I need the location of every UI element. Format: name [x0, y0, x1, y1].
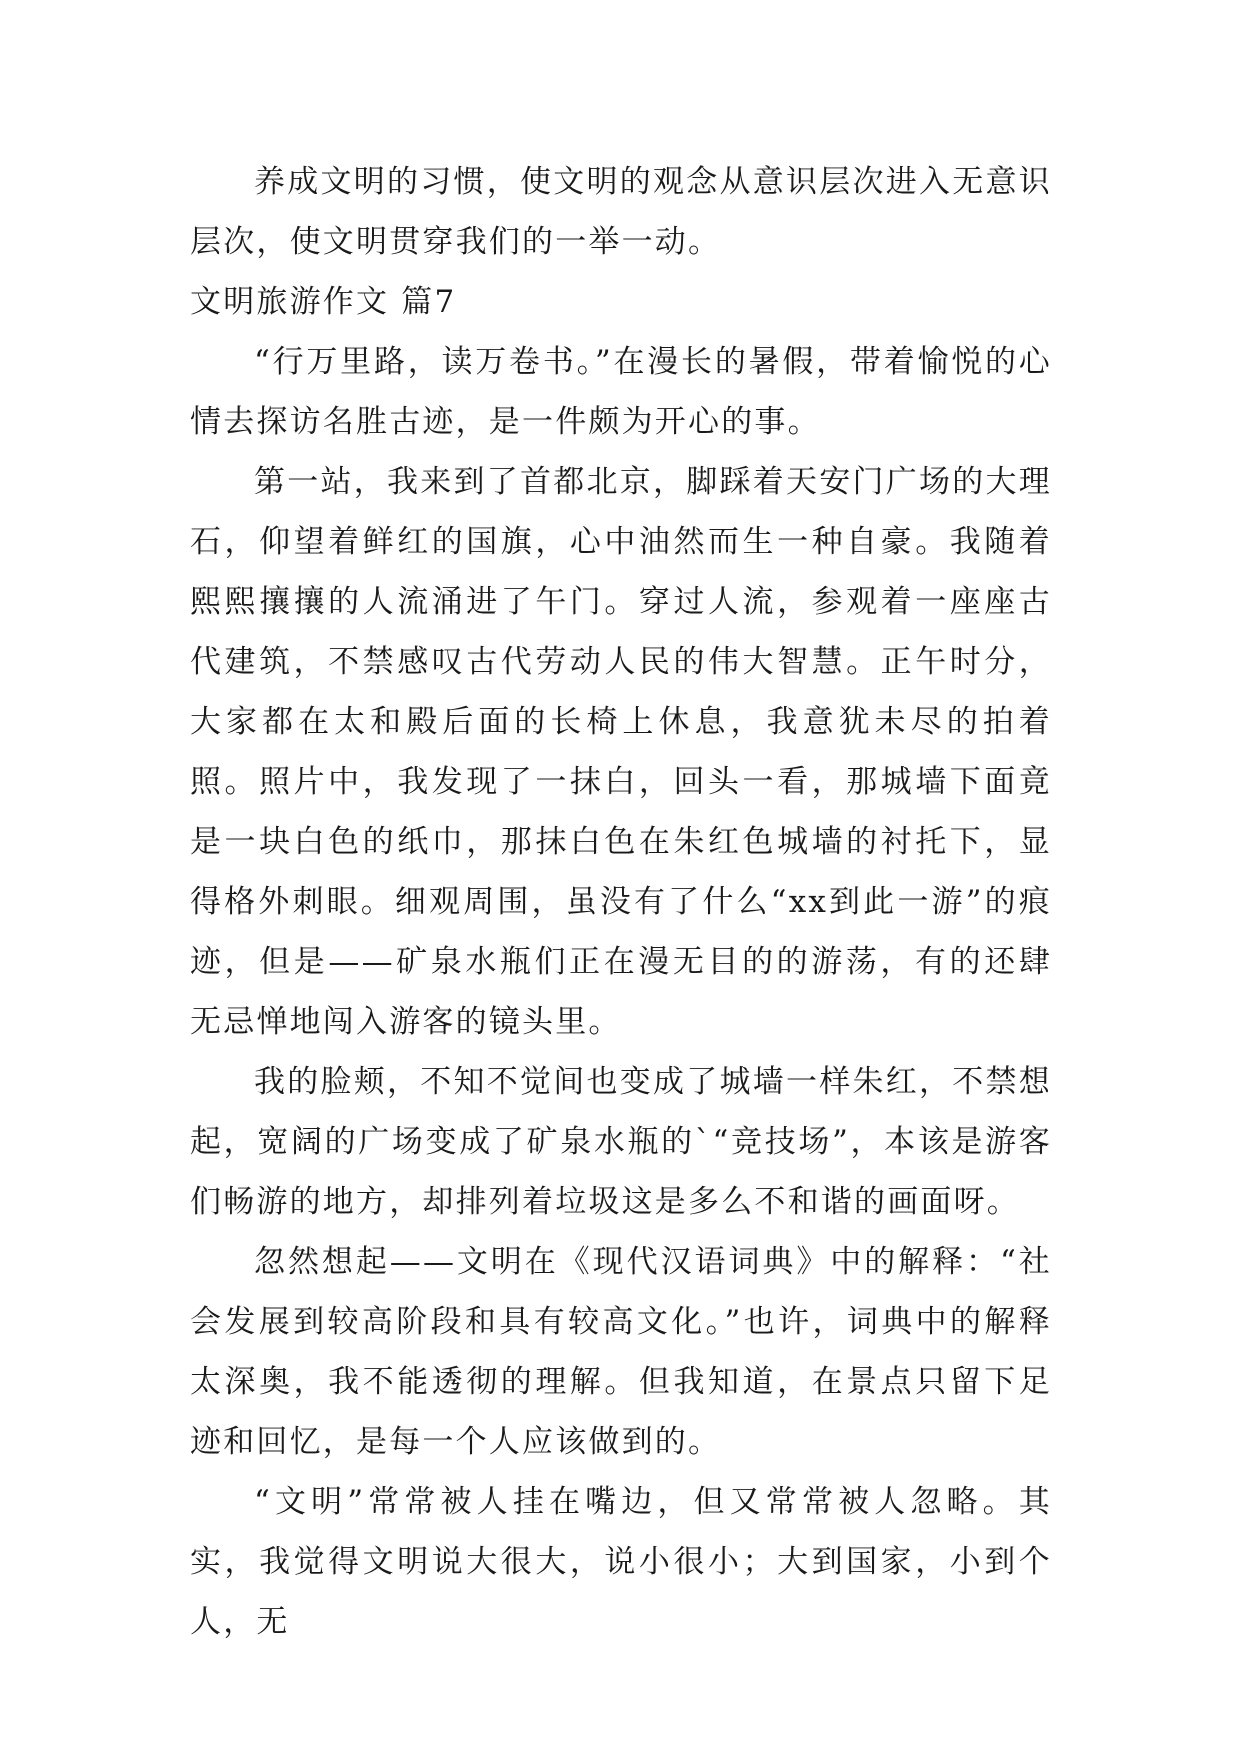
paragraph-quote: “行万里路，读万卷书。”在漫长的暑假，带着愉悦的心情去探访名胜古迹，是一件颇为开心的事。 — [190, 344, 1052, 440]
paragraph-intro: 养成文明的习惯，使文明的观念从意识层次进入无意识层次，使文明贯穿我们的一举一动。 — [190, 164, 1052, 260]
document-body — [190, 152, 1052, 1652]
section-heading: 文明旅游作文 篇7 — [190, 284, 457, 320]
paragraph-civilization: “文明”常常被人挂在嘴边，但又常常被人忽略。其实，我觉得文明说大很大，说小很小；大到国家，小到个人，无 — [190, 1484, 1052, 1640]
paragraph-dictionary: 忽然想起——文明在《现代汉语词典》中的解释：“社会发展到较高阶段和具有较高文化。”也许，词典中的解释太深奥，我不能透彻的理解。但我知道，在景点只留下足迹和回忆，是每一个人应该做到的。 — [190, 1244, 1052, 1460]
paragraph-first-stop: 第一站，我来到了首都北京，脚踩着天安门广场的大理石，仰望着鲜红的国旗，心中油然而生一种自豪。我随着熙熙攘攘的人流涌进了午门。穿过人流，参观着一座座古代建筑，不禁感叹古代劳动人民的伟大智慧。正午时分，大家都在太和殿后面的长椅上休息，我意犹未尽的拍着照。照片中，我发现了一抹白，回头一看，那城墙下面竟是一块白色的纸巾，那抹白色在朱红色城墙的衬托下，显得格外刺眼。细观周围，虽没有了什么“xx到此一游”的痕迹，但是——矿泉水瓶们正在漫无目的的游荡，有的还肆无忌惮地闯入游客的镜头里。 — [190, 464, 1052, 1040]
paragraph-reflection: 我的脸颊，不知不觉间也变成了城墙一样朱红，不禁想起，宽阔的广场变成了矿泉水瓶的`“竞技场”，本该是游客们畅游的地方，却排列着垃圾这是多么不和谐的画面呀。 — [190, 1064, 1052, 1220]
